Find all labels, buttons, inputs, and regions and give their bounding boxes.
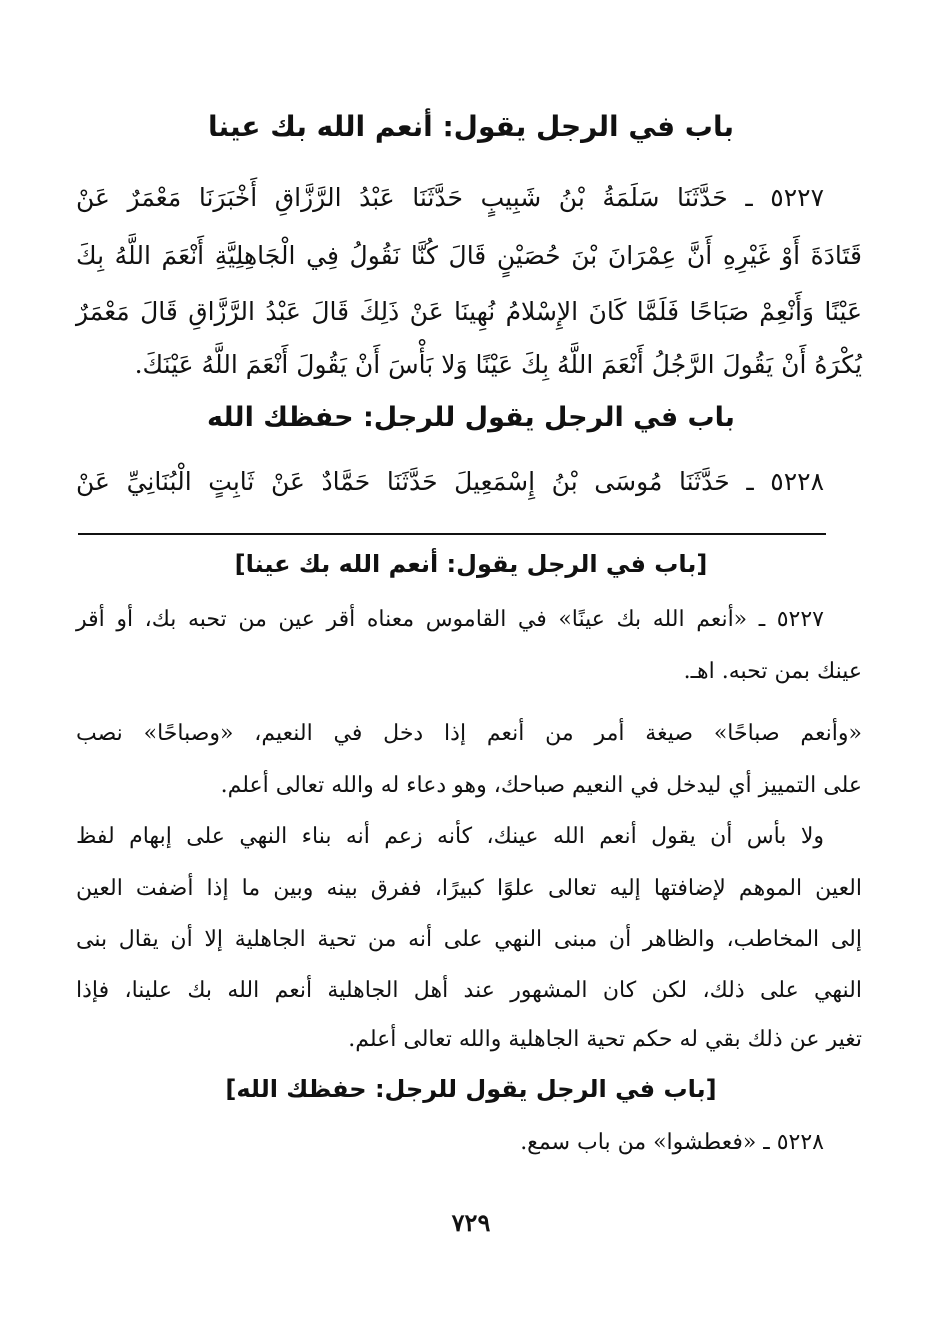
hadith-5228-line-1: ٥٢٢٨ ـ حَدَّثَنَا مُوسَى بْنُ إِسْمَعِيلَ حَدَّثَنَا حَمَّادٌ عَنْ ثَابِتٍ الْبُنَانِيِّ عَنْ — [76, 467, 824, 496]
note-para-2-line-2: على التمييز أي ليدخل في النعيم صباحك، وهو دعاء له والله تعالى أعلم. — [220, 773, 862, 798]
hadith-5227-line-2: قَتَادَةَ أَوْ غَيْرِهِ أَنَّ عِمْرَانَ بْنَ حُصَيْنٍ قَالَ كُنَّا نَقُولُ فِي الْجَاهِلِيَّةِ أَنْعَمَ اللَّهُ بِكَ — [76, 241, 862, 270]
hadith-5227-line-1: ٥٢٢٧ ـ حَدَّثَنَا سَلَمَةُ بْنُ شَبِيبٍ حَدَّثَنَا عَبْدُ الرَّزَّاقِ أَخْبَرَنَا مَعْمَرٌ عَنْ — [76, 183, 824, 212]
chapter-heading-5228: باب في الرجل يقول للرجل: حفظك الله — [207, 402, 735, 433]
hadith-5227-line-3: عَيْنًا وَأَنْعِمْ صَبَاحًا فَلَمَّا كَانَ الإِسْلامُ نُهِينَا عَنْ ذَلِكَ قَالَ عَبْدُ الرَّزَّاقِ قَالَ مَعْمَرٌ — [76, 297, 862, 326]
footnote-divider — [78, 533, 826, 535]
note-5227-line-2: عينك بمن تحبه. اهـ. — [683, 659, 862, 684]
note-para-3-line-2: العين الموهم لإضافتها إليه تعالى علوًا كبيرًا، ففرق بينه وبين ما إذا أضفت العين — [76, 876, 862, 901]
hadith-5227-line-4: يُكْرَهُ أَنْ يَقُولَ الرَّجُلُ أَنْعَمَ اللَّهُ بِكَ عَيْنًا وَلا بَأْسَ أَنْ يَقُولَ أَنْعَمَ اللَّهُ عَيْنَكَ. — [134, 350, 862, 379]
note-para-3-line-5: تغير عن ذلك بقي له حكم تحية الجاهلية والله تعالى أعلم. — [348, 1027, 862, 1052]
note-para-3-line-4: النهي على ذلك، لكن كان المشهور عند أهل الجاهلية أنعم الله بك علينا، فإذا — [76, 978, 862, 1003]
note-para-2-line-1: «وأنعم صباحًا» صيغة أمر من أنعم إذا دخل في النعيم، «وصباحًا» نصب — [76, 721, 862, 746]
note-para-3-line-3: إلى المخاطب، والظاهر أن مبنى النهي على أنه من تحية الجاهلية إلا أن يقال بنى — [76, 927, 862, 952]
chapter-heading-5227: باب في الرجل يقول: أنعم الله بك عينا — [208, 110, 734, 143]
commentary-heading-5228: [باب في الرجل يقول للرجل: حفظك الله] — [225, 1075, 717, 1103]
commentary-heading-5227: [باب في الرجل يقول: أنعم الله بك عينا] — [234, 550, 708, 578]
note-5228-line-1: ٥٢٢٨ ـ «فعطشوا» من باب سمع. — [520, 1130, 824, 1155]
note-5227-line-1: ٥٢٢٧ ـ «أنعم الله بك عينًا» في القاموس معناه أقر عين من تحبه بك، أو أقر — [76, 607, 824, 632]
page-number: ٧٢٩ — [451, 1208, 491, 1237]
note-para-3-line-1: ولا بأس أن يقول أنعم الله عينك، كأنه زعم أنه بناء النهي على إبهام لفظ — [76, 824, 824, 849]
